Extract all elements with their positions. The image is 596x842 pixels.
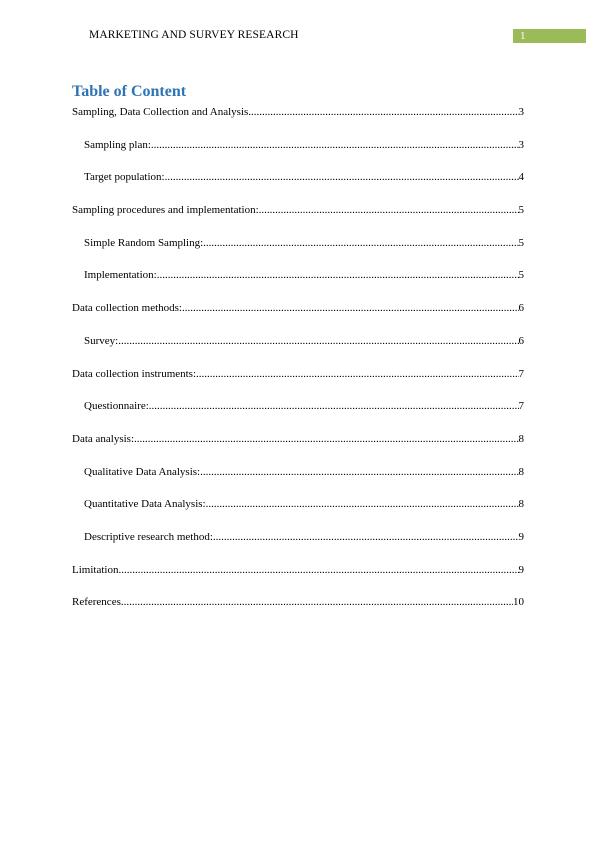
toc-entry-label: Implementation: bbox=[84, 269, 157, 282]
toc-entry-page: 5 bbox=[518, 269, 524, 282]
toc-dot-leader bbox=[121, 595, 513, 609]
toc-dot-leader bbox=[134, 432, 518, 446]
toc-dot-leader bbox=[259, 203, 519, 217]
toc-entry-label: References bbox=[72, 596, 121, 609]
toc-entry-page: 6 bbox=[518, 334, 524, 347]
toc-dot-leader bbox=[118, 563, 518, 577]
running-head: MARKETING AND SURVEY RESEARCH bbox=[89, 29, 299, 41]
toc-entry-page: 4 bbox=[518, 171, 524, 184]
toc-dot-leader bbox=[196, 367, 518, 381]
toc-entry-page: 3 bbox=[518, 138, 524, 151]
toc-entry-page: 7 bbox=[518, 367, 524, 380]
toc-dot-leader bbox=[206, 497, 519, 511]
toc-dot-leader bbox=[200, 465, 518, 479]
toc-entry-label: Simple Random Sampling: bbox=[84, 236, 204, 249]
toc-entry-data-collection-methods[interactable] bbox=[72, 301, 524, 315]
toc-dot-leader bbox=[182, 301, 519, 315]
toc-entry-references[interactable] bbox=[72, 595, 524, 609]
toc-entry-simple-random-sampling[interactable] bbox=[72, 236, 524, 250]
toc-entry-label: Sampling procedures and implementation: bbox=[72, 204, 259, 217]
toc-entry-data-analysis[interactable] bbox=[72, 432, 524, 446]
toc-entry-descriptive-research-method[interactable] bbox=[72, 530, 524, 544]
toc-entry-page: 9 bbox=[518, 530, 524, 543]
toc-entry-label: Questionnaire: bbox=[84, 400, 149, 413]
toc-dot-leader bbox=[149, 399, 519, 413]
toc-entry-page: 3 bbox=[518, 106, 524, 118]
toc-entry-page: 7 bbox=[518, 400, 524, 413]
toc-list bbox=[72, 105, 524, 609]
toc-entry-target-population[interactable] bbox=[72, 170, 524, 184]
toc-entry-qualitative-data-analysis[interactable] bbox=[72, 465, 524, 479]
toc-entry-page: 8 bbox=[518, 465, 524, 478]
toc-entry-label: Qualitative Data Analysis: bbox=[84, 465, 201, 478]
toc-entry-page: 5 bbox=[518, 236, 524, 249]
toc-entry-implementation[interactable] bbox=[72, 268, 524, 282]
toc-entry-limitation[interactable] bbox=[72, 563, 524, 577]
toc-dot-leader bbox=[203, 236, 518, 250]
toc-entry-page: 9 bbox=[518, 563, 524, 576]
toc-entry-label: Data collection instruments: bbox=[72, 367, 197, 380]
toc-entry-sampling-procedures[interactable] bbox=[72, 203, 524, 217]
toc-entry-page: 5 bbox=[518, 204, 524, 217]
toc-entry-sampling-plan[interactable] bbox=[72, 138, 524, 152]
toc-entry-label: Limitation bbox=[72, 563, 119, 576]
toc-entry-sampling-data-collection-analysis[interactable] bbox=[72, 105, 524, 119]
toc-title: Table of Content bbox=[72, 83, 187, 100]
toc-entry-label: Sampling, Data Collection and Analysis bbox=[72, 106, 249, 118]
toc-dot-leader bbox=[157, 268, 519, 282]
toc-entry-label: Target population: bbox=[84, 171, 165, 184]
toc-entry-label: Data analysis: bbox=[72, 432, 135, 445]
toc-dot-leader bbox=[165, 170, 519, 184]
toc-entry-data-collection-instruments[interactable] bbox=[72, 367, 524, 381]
toc-entry-quantitative-data-analysis[interactable] bbox=[72, 497, 524, 511]
toc-dot-leader bbox=[213, 530, 519, 544]
toc-dot-leader bbox=[151, 138, 519, 152]
toc-entry-label: Sampling plan: bbox=[84, 138, 151, 151]
toc-entry-label: Descriptive research method: bbox=[84, 530, 213, 543]
toc-entry-label: Data collection methods: bbox=[72, 302, 182, 315]
toc-entry-survey[interactable] bbox=[72, 334, 524, 348]
toc-entry-label: Quantitative Data Analysis: bbox=[84, 498, 206, 511]
toc-entry-page: 6 bbox=[518, 302, 524, 315]
toc-entry-page: 8 bbox=[518, 498, 524, 511]
toc-dot-leader bbox=[248, 105, 518, 119]
toc-entry-page: 10 bbox=[513, 596, 524, 609]
toc-dot-leader bbox=[118, 334, 518, 348]
toc-entry-questionnaire[interactable] bbox=[72, 399, 524, 413]
toc-entry-label: Survey: bbox=[84, 334, 119, 347]
page-number-badge: 1 bbox=[513, 29, 586, 43]
toc-entry-page: 8 bbox=[518, 432, 524, 445]
